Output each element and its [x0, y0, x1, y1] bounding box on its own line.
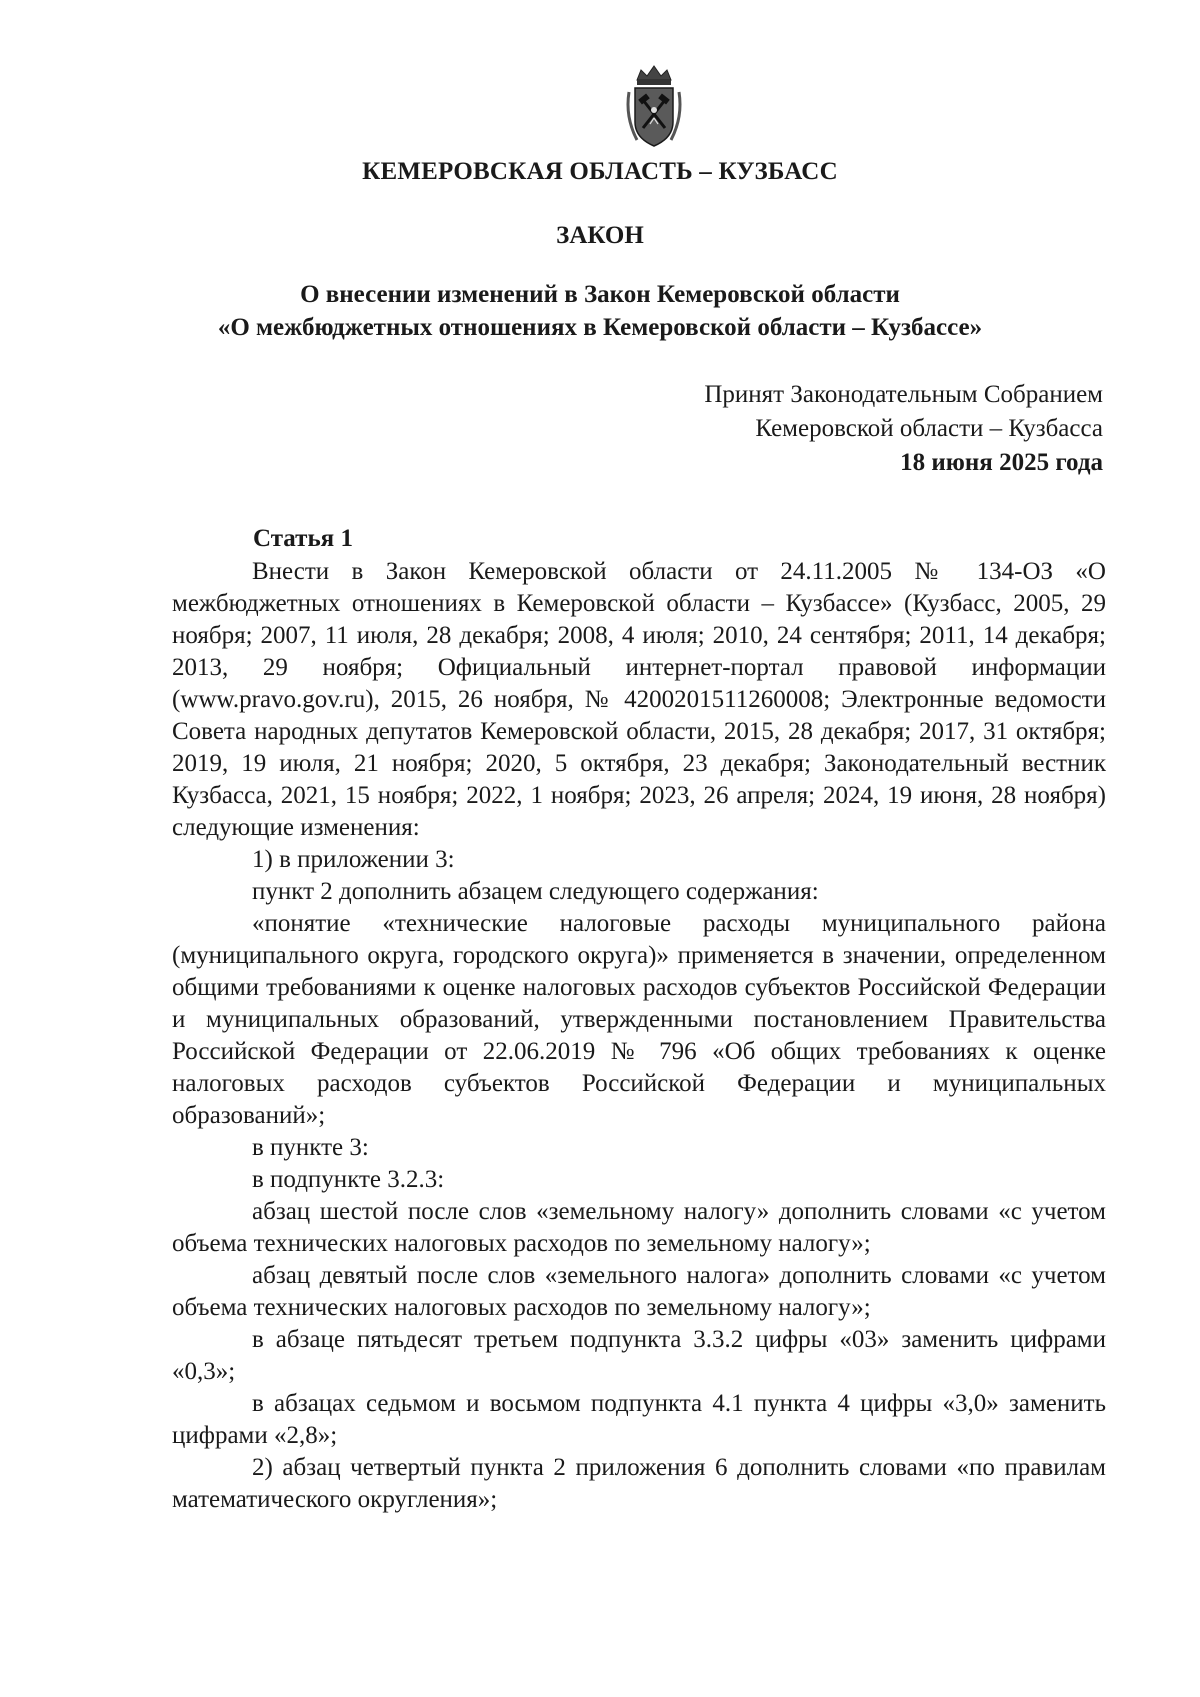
article-heading: Статья 1	[253, 525, 353, 552]
article-paragraph: 1) в приложении 3:	[252, 846, 455, 873]
law-title-line: «О межбюджетных отношениях в Кемеровской области – Кузбассе»	[217, 314, 983, 341]
article-paragraph: пункт 2 дополнить абзацем следующего содержания:	[252, 878, 819, 905]
law-title-line: О внесении изменений в Закон Кемеровской области	[300, 281, 900, 308]
article-paragraph: 2) абзац четвертый пункта 2 приложения 6 дополнить словами «по правилам математического округления»;	[172, 1454, 1106, 1513]
coat-of-arms-icon	[623, 62, 685, 150]
article-paragraph: в абзацах седьмом и восьмом подпункта 4.1 пункта 4 цифры «3,0» заменить цифрами «2,8»;	[172, 1390, 1106, 1449]
article-body	[172, 556, 1106, 1516]
article-paragraph: в подпункте 3.2.3:	[252, 1166, 445, 1193]
article-paragraph: абзац девятый после слов «земельного налога» дополнить словами «с учетом объема технических налоговых расходов по земельному налогу»;	[172, 1262, 1106, 1321]
adoption-line: Принят Законодательным Собранием	[704, 381, 1103, 408]
adoption-line: Кемеровской области – Кузбасса	[755, 415, 1103, 442]
adoption-block	[704, 378, 1103, 480]
article-paragraph: абзац шестой после слов «земельному налогу» дополнить словами «с учетом объема технических налоговых расходов по земельному налогу»;	[172, 1198, 1106, 1257]
region-title: КЕМЕРОВСКАЯ ОБЛАСТЬ – КУЗБАСС	[362, 158, 838, 185]
article-paragraph: в пункте 3:	[252, 1134, 369, 1161]
adoption-date: 18 июня 2025 года	[900, 449, 1103, 476]
article-paragraph: в абзаце пятьдесят третьем подпункта 3.3.2 цифры «03» заменить цифрами «0,3»;	[172, 1326, 1106, 1385]
article-paragraph: «понятие «технические налоговые расходы муниципального района (муниципального округа, городского округа)» применяется в значении, определенном общими требованиями к оценке налоговых расходов субъектов Российской Федерации и муниципальных образований, утвержденными постановлением Правительства Российской Федерации от 22.06.2019 № 796 «Об общих требованиях к оценке налоговых расходов субъектов Российской Федерации и муниципальных образований»;	[172, 910, 1106, 1129]
document-type: ЗАКОН	[556, 222, 644, 249]
article-paragraph: Внести в Закон Кемеровской области от 24.11.2005 № 134-ОЗ «О межбюджетных отношениях в Кемеровской области – Кузбассе» (Кузбасс, 2005, 29 ноября; 2007, 11 июля, 28 декабря; 2008, 4 июля; 2010, 24 сентября; 2011, 14 декабря; 2013, 29 ноября; Официальный интернет-портал правовой информации (www.pravo.gov.ru), 2015, 26 ноября, № 4200201511260008; Электронные ведомости Совета народных депутатов Кемеровской области, 2015, 28 декабря; 2017, 31 октября; 2019, 19 июля, 21 ноября; 2020, 5 октября, 23 декабря; Законодательный вестник Кузбасса, 2021, 15 ноября; 2022, 1 ноября; 2023, 26 апреля; 2024, 19 июня, 28 ноября) следующие изменения:	[172, 558, 1106, 841]
law-title	[0, 278, 1200, 344]
